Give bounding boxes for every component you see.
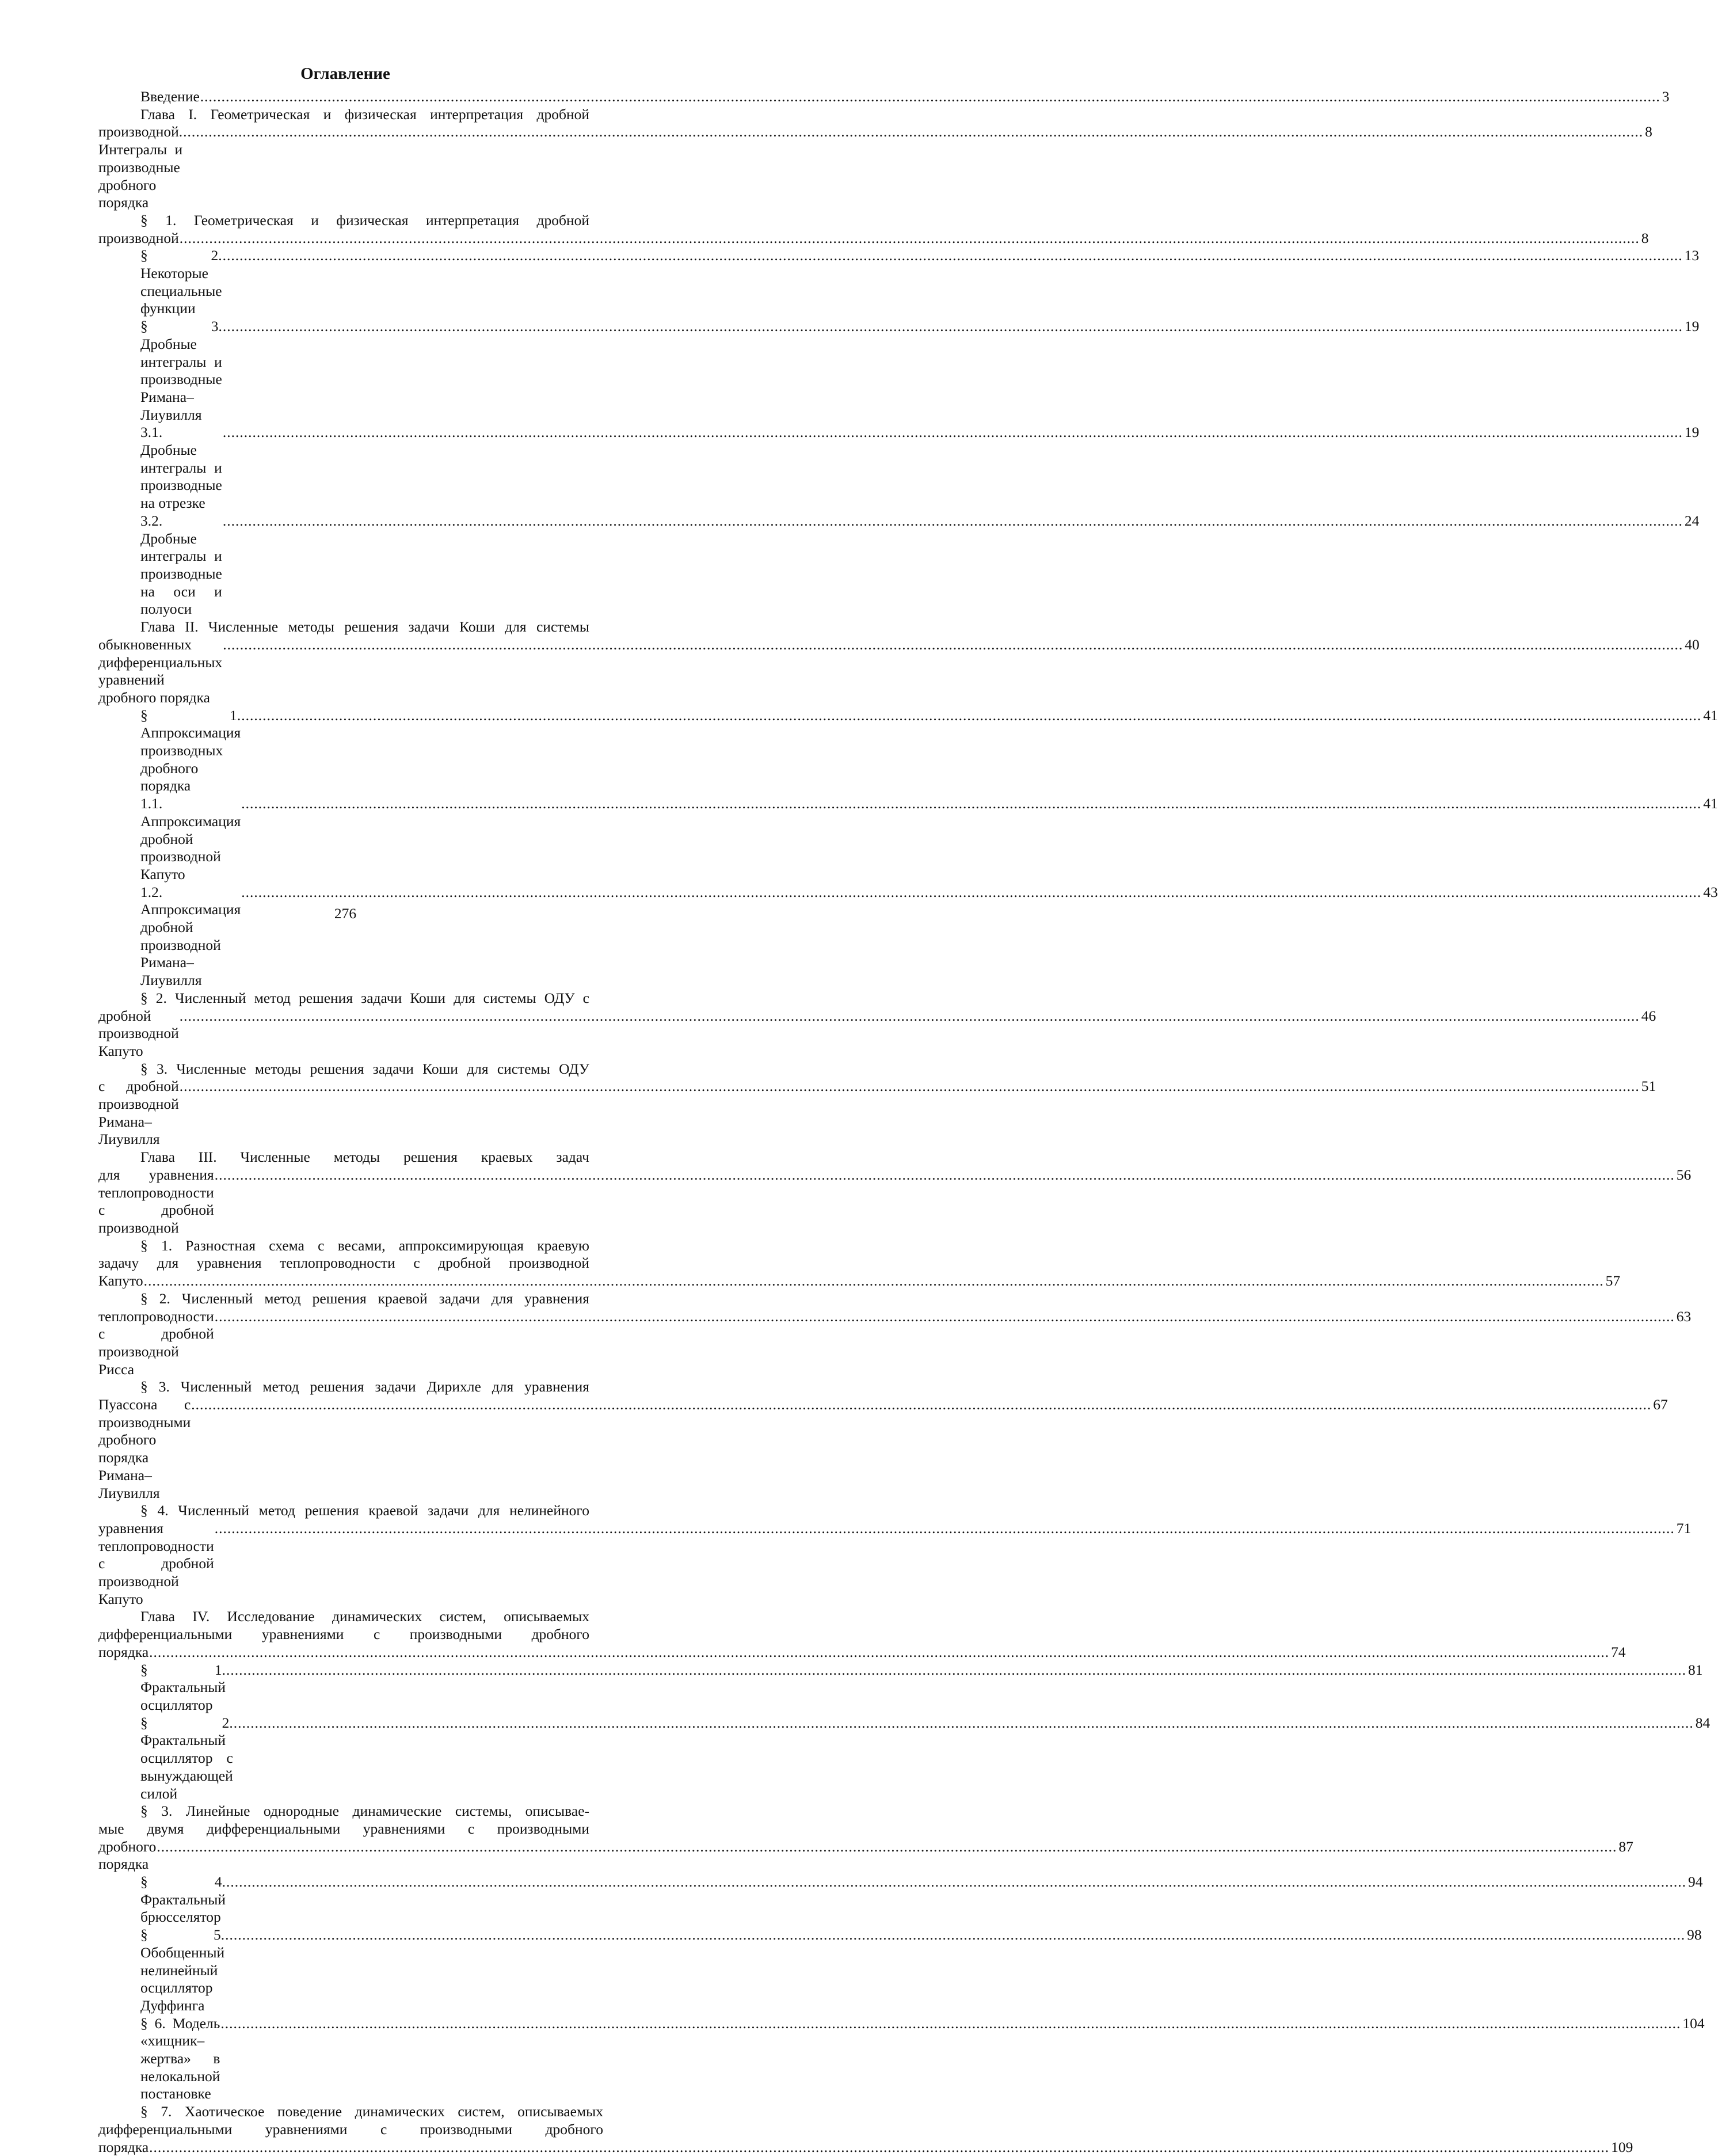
toc-entry[interactable] [98,618,1700,707]
toc-entry-text-line: порядка [98,2138,149,2155]
toc-entry[interactable] [98,795,1718,884]
toc-page-number: 74 [1611,1643,1626,1660]
toc-entry[interactable] [98,1149,1692,1237]
toc-entry-text-line: Глава III. Численные методы решения краевых задач [140,1149,589,1166]
toc-page-number: 71 [1676,1519,1692,1537]
toc-entry-text-line: дифференциальными уравнениями с производными дробного [98,2120,603,2138]
toc-entry-text-line: § 2. Некоторые специальные функции [140,247,222,317]
toc-page-number: 104 [1682,2014,1705,2032]
toc-page-number: 41 [1703,706,1718,724]
dot-leader [222,424,1683,442]
toc-entry[interactable] [98,1608,1626,1661]
toc-entry[interactable] [98,989,1656,1060]
toc-page-number: 46 [1641,1007,1656,1024]
toc-entry-text-line: 1.1. Аппроксимация дробной производной Капуто [140,795,241,883]
dot-leader [241,795,1702,813]
toc-entry-text-line: § 2. Численный метод решения краевой задачи для уравнения [140,1290,589,1307]
dot-leader [226,1873,1687,1891]
toc-entry-text-line: Капуто [98,1272,143,1290]
page-title: Оглавление [300,64,390,83]
dot-leader [182,123,1644,141]
toc-page-number: 84 [1695,1714,1711,1731]
toc-entry-text-line: порядка [98,1643,149,1660]
toc-entry-text-line: 1.2. Аппроксимация дробной производной Римана–Лиувилля [140,883,241,989]
dot-leader [148,1644,1610,1661]
toc-entry-text-line: для уравнения теплопроводности с дробной производной [98,1166,214,1236]
toc-entry[interactable] [98,105,1652,212]
toc-page-number: 56 [1676,1166,1692,1183]
dot-leader [222,636,1683,654]
toc-page-number: 87 [1618,1838,1633,1855]
toc-entry-text-line: § 3. Численные методы решения задачи Коши для системы ОДУ [140,1060,589,1077]
toc-entry[interactable] [98,1873,1703,1926]
toc-page-number: 41 [1703,795,1718,812]
toc-entry-text-line: § 3. Дробные интегралы и производные Римана–Лиувилля [140,318,222,423]
toc-page-number: 81 [1688,1661,1703,1678]
toc-entry-text-line: производной. Интегралы и производные дробного порядка [98,123,183,211]
toc-entry-text-line: Введение [140,88,200,105]
toc-entry-text-line: Глава I. Геометрическая и физическая интерпретация дробной [140,105,589,123]
dot-leader [222,512,1683,530]
toc-page-number: 13 [1684,247,1700,264]
dot-leader [148,2139,1610,2156]
table-of-contents [98,88,1718,2156]
toc-entry[interactable] [98,883,1718,990]
dot-leader [156,1838,1617,1856]
toc-entry-text-line: § 4. Фрактальный брюсселятор [140,1873,226,1926]
toc-page-number: 51 [1641,1078,1656,1095]
toc-entry-text-line: уравнения теплопроводности с дробной производной Капуто [98,1519,214,1607]
toc-page-number: 94 [1688,1873,1703,1891]
toc-entry-text-line: § 1. Геометрическая и физическая интерпретация дробной [140,211,589,229]
page-number: 276 [334,905,357,922]
dot-leader [214,1166,1675,1184]
toc-entry-text-line: § 1. Разностная схема с весами, аппроксимирующая краевую [140,1237,589,1254]
dot-leader [222,247,1683,265]
toc-entry-text-line: Глава II. Численные методы решения задачи Коши для системы [140,618,589,636]
toc-page-number: 24 [1684,512,1700,529]
toc-page-number: 8 [1645,123,1652,140]
dot-leader [143,1272,1605,1290]
dot-leader [233,1714,1694,1732]
toc-entry[interactable] [98,88,1670,106]
toc-entry[interactable] [98,512,1700,618]
toc-entry-text-line: Глава IV. Исследование динамических систем, описываемых [140,1608,589,1625]
toc-entry-text-line: дробной производной Капуто [98,1007,179,1059]
toc-entry[interactable] [98,318,1700,424]
toc-entry[interactable] [98,1237,1621,1290]
toc-entry[interactable] [98,424,1700,512]
toc-entry[interactable] [98,1661,1703,1714]
toc-page-number: 109 [1611,2138,1633,2155]
toc-entry[interactable] [98,1290,1692,1379]
dot-leader [224,1926,1686,1944]
toc-page-number: 98 [1687,1926,1702,1944]
dot-leader [214,1308,1675,1326]
toc-page-number: 57 [1605,1272,1621,1290]
toc-page-number: 19 [1684,318,1700,335]
toc-entry-text-line: 3.1. Дробные интегралы и производные на отрезке [140,424,222,512]
toc-entry[interactable] [98,2014,1705,2104]
toc-entry-text-line: обыкновенных дифференциальных уравнений дробного порядка [98,636,223,706]
dot-leader [241,884,1702,902]
dot-leader [179,230,1640,248]
toc-page-number: 43 [1703,883,1718,900]
dot-leader [179,1007,1640,1025]
toc-entry[interactable] [98,1803,1633,1873]
toc-entry-text-line: 3.2. Дробные интегралы и производные на оси и полуоси [140,512,222,618]
toc-page-number: 8 [1641,229,1649,246]
toc-entry[interactable] [98,2103,1633,2156]
toc-entry-text-line: § 3. Численный метод решения задачи Дирихле для уравнения [140,1378,589,1395]
toc-page-number: 67 [1653,1396,1668,1413]
toc-entry[interactable] [98,1926,1702,2015]
dot-leader [222,318,1683,336]
toc-entry[interactable] [98,1060,1656,1149]
toc-page-number: 40 [1685,636,1700,653]
toc-page-number: 19 [1684,424,1700,441]
toc-entry-text-line: Пуассона с производными дробного порядка Римана–Лиувилля [98,1396,191,1501]
toc-entry[interactable] [98,706,1718,796]
toc-entry-text-line: § 7. Хаотическое поведение динамических систем, описываемых [140,2103,603,2120]
toc-entry[interactable] [98,1378,1668,1502]
dot-leader [200,88,1661,106]
toc-entry[interactable] [98,211,1649,247]
toc-entry-text-line: с дробной производной Римана–Лиувилля [98,1078,179,1148]
dot-leader [214,1520,1675,1538]
toc-entry-text-line: § 1. Фрактальный осциллятор [140,1661,226,1713]
toc-entry-text-line: дробного порядка [98,1838,157,1873]
toc-entry[interactable] [98,1502,1692,1608]
toc-page-number: 63 [1676,1307,1692,1325]
dot-leader [191,1396,1652,1414]
toc-entry-text-line: производной [98,229,179,246]
toc-entry-text-line: § 4. Численный метод решения краевой задачи для нелинейного [140,1502,589,1519]
toc-entry[interactable] [98,247,1700,318]
dot-leader [179,1078,1640,1096]
toc-entry[interactable] [98,1714,1711,1803]
toc-entry-text-line: § 6. Модель «хищник–жертва» в нелокальной постановке [140,2014,220,2102]
dot-leader [220,2015,1681,2033]
toc-entry-text-line: § 3. Линейные однородные динамические системы, описывае- [140,1803,589,1820]
dot-leader [226,1661,1687,1679]
toc-entry-text-line: § 2. Численный метод решения задачи Коши для системы ОДУ с [140,989,589,1006]
toc-entry-text-line: § 5. Обобщенный нелинейный осциллятор Дуффинга [140,1926,225,2014]
toc-entry-text-line: § 1. Аппроксимация производных дробного порядка [140,706,241,794]
toc-entry-text-line: мые двумя дифференциальными уравнениями с производными [98,1820,589,1837]
toc-entry-text-line: задачу для уравнения теплопроводности с дробной производной [98,1254,589,1272]
dot-leader [241,707,1702,725]
toc-entry-text-line: теплопроводности с дробной производной Рисса [98,1307,214,1378]
toc-entry-text-line: § 2. Фрактальный осциллятор с вынуждающей силой [140,1714,233,1802]
toc-page-number: 3 [1662,88,1670,105]
toc-entry-text-line: дифференциальными уравнениями с производными дробного [98,1626,589,1643]
